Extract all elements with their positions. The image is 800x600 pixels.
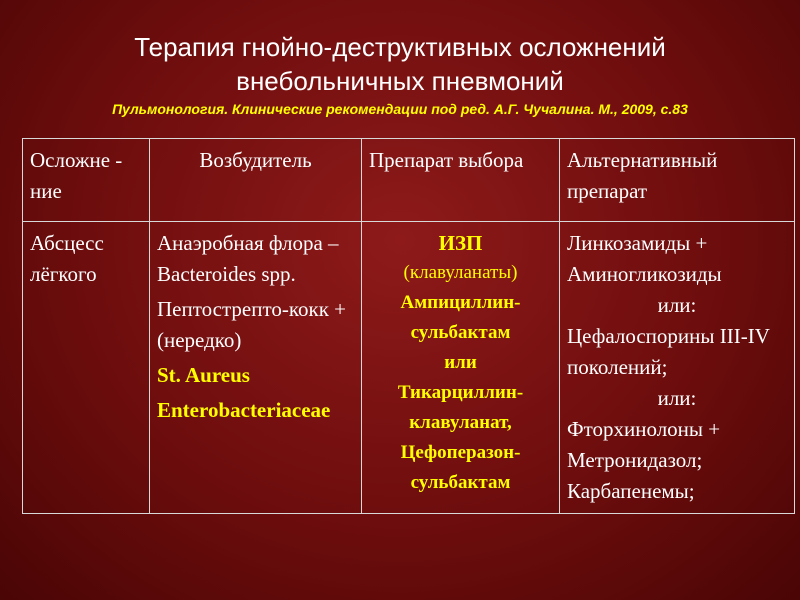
therapy-table [22, 138, 795, 514]
pathogen-enterobacteriaceae: Enterobacteriaceae [157, 398, 331, 422]
drug-isp: ИЗП [438, 231, 483, 255]
alt-fluoroquinolones: Фторхинолоны + Метронидазол; [567, 417, 721, 472]
alt-or-1: или: [657, 293, 697, 317]
header-complication: Осложне - ние [23, 139, 150, 222]
source-citation: Пульмонология. Клинические рекомендации под ред. А.Г. Чучалина. М., 2009, с.83 [112, 101, 688, 117]
page-title [0, 30, 800, 98]
pathogen-peptostreptococcus: Пептострепто-кокк + (нередко) [157, 297, 346, 352]
drug-ampicillin-sulbactam: Ампициллин-сульбактам [400, 292, 521, 343]
pathogen-st-aureus: St. Aureus [157, 363, 250, 387]
drug-cefoperazone-sulbactam: Цефоперазон-сульбактам [400, 442, 521, 493]
cell-alternative-drug [560, 222, 795, 514]
drug-clavulanates: (клавуланаты) [403, 262, 518, 283]
drug-ticarcillin-clavulanate: Тикарциллин-клавуланат, [397, 382, 524, 433]
alt-cephalosporins: Цефалоспорины III-IV поколений; [567, 324, 770, 379]
header-pathogen: Возбудитель [150, 139, 362, 222]
drug-or: или [444, 352, 477, 373]
pathogen-anaerobic: Анаэробная флора –Bacteroides spp. [157, 231, 339, 286]
table-row [23, 222, 795, 514]
cell-complication: Абсцесс лёгкого [23, 222, 150, 514]
alt-or-2: или: [657, 386, 697, 410]
alt-lincosamides: Линкозамиды + Аминогликозиды [567, 231, 722, 286]
cell-drug-of-choice [362, 222, 560, 514]
title-line-2: внебольничных пневмоний [236, 66, 564, 96]
header-alternative-drug: Альтернативный препарат [560, 139, 795, 222]
title-line-1: Терапия гнойно-деструктивных осложнений [134, 32, 666, 62]
table-header-row [23, 139, 795, 222]
alt-carbapenems: Карбапенемы; [567, 479, 695, 503]
cell-pathogen [150, 222, 362, 514]
header-drug-of-choice: Препарат выбора [362, 139, 560, 222]
